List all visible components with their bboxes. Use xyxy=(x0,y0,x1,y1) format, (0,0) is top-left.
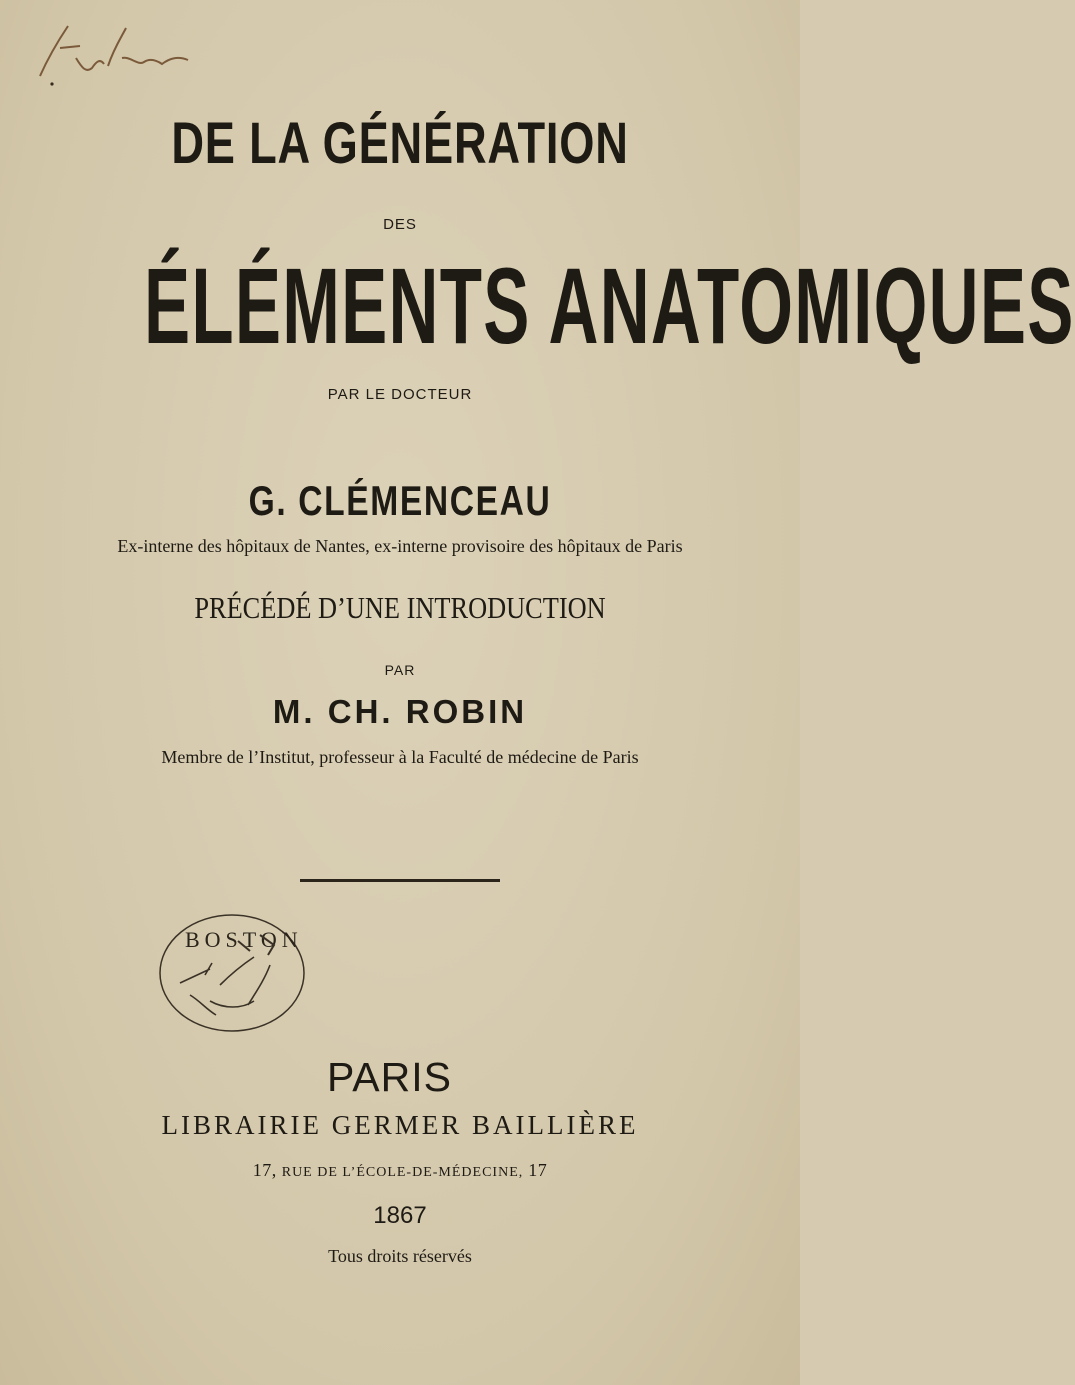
publisher: LIBRAIRIE GERMER BAILLIÈRE xyxy=(161,1110,639,1140)
library-stamp xyxy=(150,905,320,1040)
address-number-right: 17 xyxy=(528,1160,548,1180)
title-des: DES xyxy=(383,216,417,233)
divider-rule xyxy=(300,879,500,882)
rights: Tous droits réservés xyxy=(328,1246,472,1266)
preface-line: PRÉCÉDÉ D’UNE INTRODUCTION xyxy=(194,590,606,625)
preface-credentials: Membre de l’Institut, professeur à la Faculté de médecine de Paris xyxy=(161,747,639,767)
handwritten-signature xyxy=(30,18,200,88)
author-credentials: Ex-interne des hôpitaux de Nantes, ex-interne provisoire des hôpitaux de Paris xyxy=(117,536,683,556)
author-intro: PAR LE DOCTEUR xyxy=(327,386,473,403)
preface-author: M. CH. ROBIN xyxy=(272,693,528,730)
city: PARIS xyxy=(327,1054,452,1100)
stamp-text: BOSTON xyxy=(185,927,303,952)
address-number-left: 17, xyxy=(252,1160,277,1180)
title-line1: DE LA GÉNÉRATION xyxy=(171,111,629,176)
title-main: ÉLÉMENTS ANATOMIQUES xyxy=(144,245,1075,366)
address xyxy=(0,1160,800,1181)
preface-par: PAR xyxy=(384,662,416,678)
author-name: G. CLÉMENCEAU xyxy=(248,477,552,524)
address-street: RUE DE L’ÉCOLE-DE-MÉDECINE, xyxy=(281,1165,524,1180)
year: 1867 xyxy=(373,1202,427,1229)
